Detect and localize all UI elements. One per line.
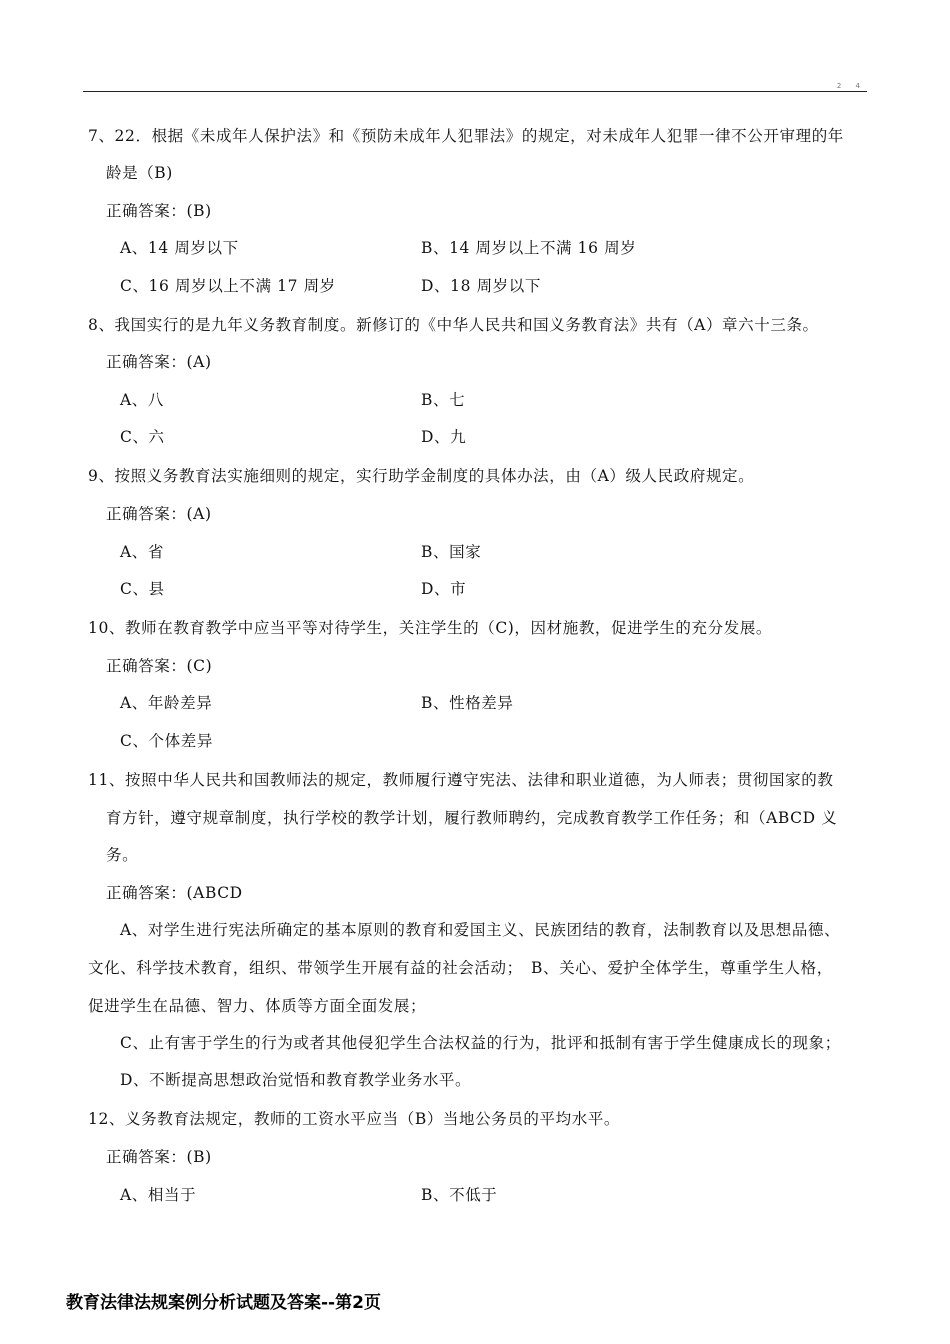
question-10-option-a: A、年龄差异 [120, 694, 213, 712]
question-7-answer: 正确答案：(B) [106, 202, 212, 220]
question-8-option-d: D、九 [421, 428, 467, 446]
question-11-option-a-line-1: A、对学生进行宪法所确定的基本原则的教育和爱国主义、民族团结的教育，法制教育以及思想品德、 [120, 921, 841, 939]
question-7-option-c: C、16 周岁以上不满 17 周岁 [120, 277, 336, 295]
question-11-option-c: C、止有害于学生的行为或者其他侵犯学生合法权益的行为，批评和抵制有害于学生健康成长的现象； [120, 1034, 841, 1052]
question-8-option-c: C、六 [120, 428, 165, 446]
question-8-answer: 正确答案：(A) [106, 353, 212, 371]
question-9-option-b: B、国家 [421, 543, 482, 561]
question-7-option-d: D、18 周岁以下 [421, 277, 541, 295]
question-10-answer: 正确答案：(C) [106, 657, 213, 675]
question-11-option-a-line-2: 文化、科学技术教育，组织、带领学生开展有益的社会活动； B、关心、爱护全体学生，尊重学生人格， [88, 959, 833, 977]
question-8-option-a: A、八 [120, 391, 164, 409]
question-7-text-line-2: 龄是（B) [106, 164, 173, 182]
question-10-text: 10、教师在教育教学中应当平等对待学生，关注学生的（C)，因材施教，促进学生的充分发展。 [88, 619, 773, 637]
question-11-text-line-1: 11、按照中华人民共和国教师法的规定，教师履行遵守宪法、法律和职业道德，为人师表；贯彻国家的教 [88, 771, 834, 789]
question-10-option-c: C、个体差异 [120, 732, 213, 750]
question-8-option-b: B、七 [421, 391, 466, 409]
header-rule [83, 91, 867, 92]
question-7-option-b: B、14 周岁以上不满 16 周岁 [421, 239, 637, 257]
question-9-option-a: A、省 [120, 543, 164, 561]
question-12-option-a: A、相当于 [120, 1186, 197, 1204]
question-10-option-b: B、性格差异 [421, 694, 514, 712]
question-11-text-line-3: 务。 [106, 846, 139, 864]
question-11-text-line-2: 育方针，遵守规章制度，执行学校的教学计划，履行教师聘约，完成教育教学工作任务；和（ABCD 义 [106, 809, 838, 827]
question-11-option-b-line-2: 促进学生在品德、智力、体质等方面全面发展； [88, 997, 427, 1015]
page-marker: 2 4 [836, 82, 866, 90]
question-12-text: 12、义务教育法规定，教师的工资水平应当（B）当地公务员的平均水平。 [88, 1110, 621, 1128]
question-12-option-b: B、不低于 [421, 1186, 498, 1204]
question-7-option-a: A、14 周岁以下 [120, 239, 239, 257]
question-9-option-d: D、市 [421, 580, 467, 598]
page-footer: 教育法律法规案例分析试题及答案--第2页 [66, 1293, 381, 1313]
question-9-answer: 正确答案：(A) [106, 505, 212, 523]
question-9-option-c: C、县 [120, 580, 165, 598]
question-12-answer: 正确答案：(B) [106, 1148, 212, 1166]
question-11-answer: 正确答案：(ABCD [106, 884, 243, 902]
question-9-text: 9、按照义务教育法实施细则的规定，实行助学金制度的具体办法，由（A）级人民政府规定。 [88, 467, 755, 485]
question-8-text: 8、我国实行的是九年义务教育制度。新修订的《中华人民共和国义务教育法》共有（A）章六十三条。 [88, 316, 819, 334]
question-11-option-d: D、不断提高思想政治觉悟和教育教学业务水平。 [120, 1071, 472, 1089]
question-7-text-line-1: 7、22．根据《未成年人保护法》和《预防未成年人犯罪法》的规定，对未成年人犯罪一律不公开审理的年 [88, 127, 844, 145]
